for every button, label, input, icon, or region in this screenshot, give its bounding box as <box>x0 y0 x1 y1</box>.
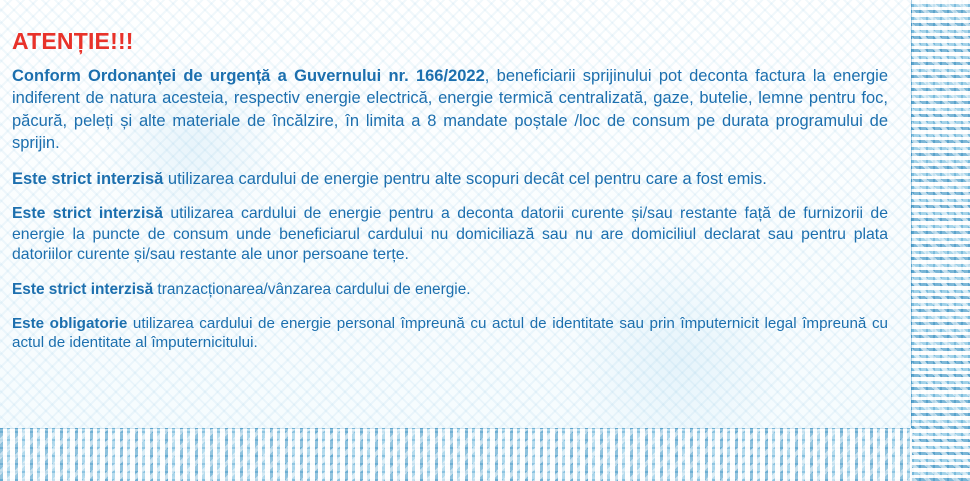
paragraph-5-text: utilizarea cardului de energie personal împreună cu actul de identitate sau prin împuternicit legal împreună cu actul de identitate al împuternicitului. <box>12 314 888 351</box>
paragraph-4-text: tranzacționarea/vânzarea cardului de energie. <box>153 280 471 298</box>
ornamental-border-right <box>911 0 970 481</box>
paragraph-4-lead: Este strict interzisă <box>12 280 154 298</box>
paragraph-2-text: utilizarea cardului de energie pentru alte scopuri decât cel pentru care a fost emis. <box>163 170 767 189</box>
paragraph-5-lead: Este obligatorie <box>12 314 128 332</box>
paragraph-1-lead: Conform Ordonanței de urgență a Guvernului nr. 166/2022 <box>12 67 485 85</box>
paragraph-2 <box>12 168 888 190</box>
paragraph-2-lead: Este strict interzisă <box>12 170 164 189</box>
paragraph-5 <box>12 314 888 352</box>
paragraph-3-text: utilizarea cardului de energie pentru a deconta datorii curente și/sau restante față de furnizorii de energie la puncte de consum unde beneficiarul cardului nu domiciliază sau nu are domiciliul declarat sau pentru plata datoriilor curente și/sau restante ale unor persoane terțe. <box>12 205 888 264</box>
paragraph-3-lead: Este strict interzisă <box>12 205 163 223</box>
paragraph-3 <box>12 204 888 266</box>
paragraph-4 <box>12 280 888 300</box>
paragraph-1-text: , beneficiarii sprijinului pot deconta factura la energie indiferent de natura acesteia, respectiv energie electrică, energie termică centralizată, gaze, butelie, lemne pentru foc, păcură, peleți și alte materiale de încălzire, în limita a 8 mandate poștale /loc de consum pe durata programului de sprijin. <box>12 67 889 152</box>
page-title: ATENȚIE!!! <box>12 28 134 54</box>
paragraph-1 <box>12 65 888 154</box>
